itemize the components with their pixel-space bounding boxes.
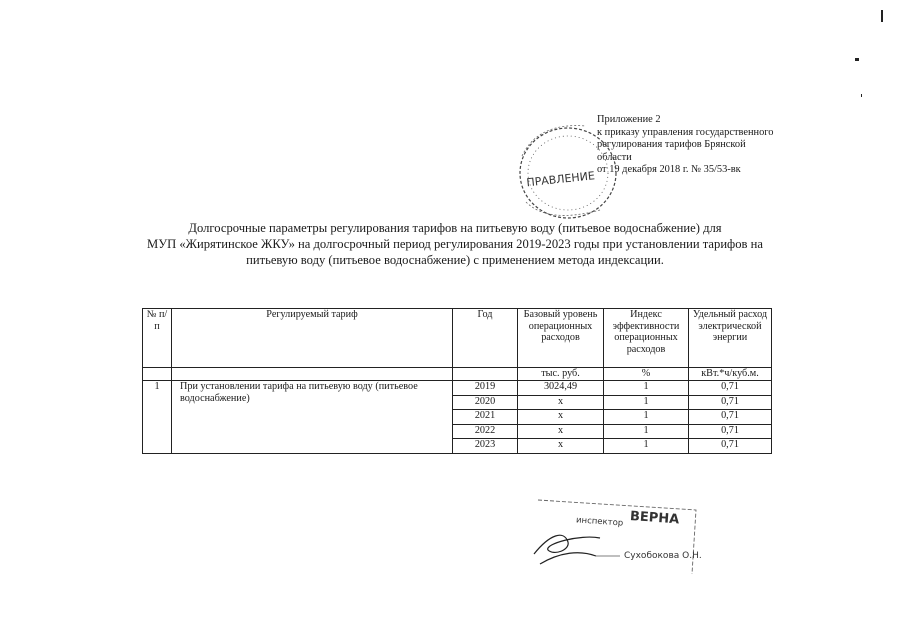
stamp-title: ВЕРНА [629,509,680,528]
seal-text: ПРАВЛЕНИЕ [525,169,596,190]
cell-base: х [518,424,604,439]
stamp-name: Сухобокова О.Н. [624,551,702,561]
cell-index: 1 [604,395,689,410]
cell-index: 1 [604,424,689,439]
title-line: Долгосрочные параметры регулирования тарифов на питьевую воду (питьевое водоснабжение) для [188,221,722,235]
cell-base: 3024,49 [518,381,604,396]
scan-speck [881,10,883,22]
title-line: МУП «Жирятинское ЖКУ» на долгосрочный период регулирования 2019-2023 годы при установлении тарифов на [147,237,763,251]
cell-energy: 0,71 [689,424,772,439]
cell-energy: 0,71 [689,410,772,425]
appendix-line: регулирования тарифов Брянской [597,139,746,151]
header-base: Базовый уровень операционных расходов [518,309,604,368]
cell-index: 1 [604,439,689,454]
round-seal-stamp [508,116,628,228]
title-line: питьевую воду (питьевое водоснабжение) с применением метода индексации. [246,253,664,267]
table-row [143,381,772,396]
cell-year: 2020 [453,395,518,410]
unit-energy: кВт.*ч/куб.м. [689,368,772,381]
scan-speck [861,94,862,97]
cell-energy: 0,71 [689,395,772,410]
header-year: Год [453,309,518,368]
header-index: Индекс эффективности операционных расходов [604,309,689,368]
table-units-row [143,368,772,381]
header-energy: Удельный расход электрической энергии [689,309,772,368]
verification-stamp [520,494,705,584]
tariff-name: При установлении тарифа на питьевую воду (питьевое водоснабжение) [172,381,453,454]
cell-year: 2023 [453,439,518,454]
cell-index: 1 [604,410,689,425]
cell-energy: 0,71 [689,439,772,454]
appendix-block [597,114,827,177]
cell-year: 2019 [453,381,518,396]
document-title [60,220,850,268]
cell-year: 2022 [453,424,518,439]
cell-base: х [518,395,604,410]
cell-year: 2021 [453,410,518,425]
cell-base: х [518,439,604,454]
cell-energy: 0,71 [689,381,772,396]
header-num: № п/п [143,309,172,368]
appendix-line: области [597,151,632,163]
appendix-line: от 19 декабря 2018 г. № 35/53-вк [597,164,741,176]
unit-base: тыс. руб. [518,368,604,381]
parameters-table [142,308,772,454]
header-tariff: Регулируемый тариф [172,309,453,368]
signature [534,535,600,564]
unit-index: % [604,368,689,381]
table-header-row [143,309,772,368]
stamp-role: инспектор [575,515,624,529]
cell-base: х [518,410,604,425]
appendix-line: к приказу управления государственного [597,126,774,138]
scan-speck [855,58,859,61]
appendix-line: Приложение 2 [597,114,661,125]
row-number: 1 [143,381,172,454]
cell-index: 1 [604,381,689,396]
